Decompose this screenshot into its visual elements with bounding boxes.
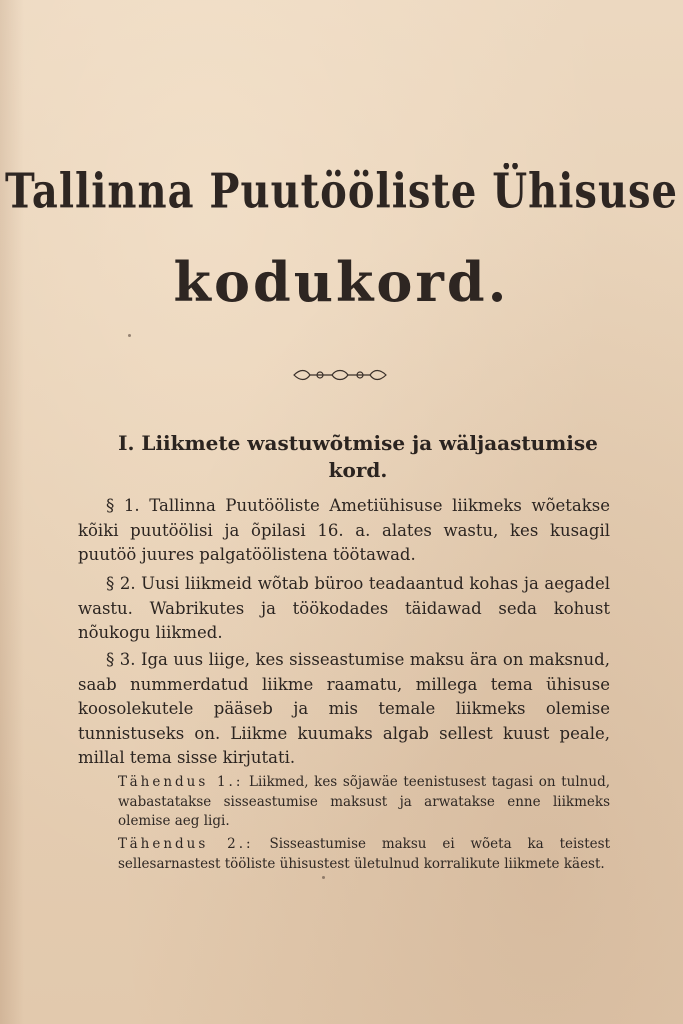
- note-2-text: Sisseastumise maksu ei wõeta ka teistest sellesarnastest tööliste ühisustest ületulnud korralikute liikmete käest.: [118, 836, 610, 872]
- note-2: [118, 835, 610, 874]
- document-subtitle: kodukord.: [173, 250, 510, 314]
- note-1: [118, 773, 610, 832]
- paper-speck: [322, 876, 325, 879]
- note-1-text: Liikmed, kes sõjawäe teenistusest tagasi on tulnud, wabastatakse sisseastumise maksust ja arwatakse enne liikmeks olemise aeg ligi.: [118, 774, 611, 829]
- paragraph-1: § 1. Tallinna Puutööliste Ametiühisuse liikmeks wõetakse kõiki puutöölisi ja õpilasi 16. a. alates wastu, kes kusagil puutöö juures palgatöölistena töötawad.: [78, 496, 610, 564]
- ornament-divider-icon: [292, 366, 388, 384]
- paragraph-3: § 3. Iga uus liige, kes sisseastumise maksu ära on maksnud, saab nummerdatud liikme raamatu, millega tema ühisuse koosolekutele pääseb ja mis temale liikmeks olemise tunnistuseks on. Liikme kuumaks algab sellest kuust peale, millal tema sisse kirjutati.: [78, 650, 610, 767]
- section-heading: I. Liikmete wastuwõtmise ja wäljaastumise kord.: [118, 431, 598, 482]
- document-title: Tallinna Puutööliste Ühisuse: [4, 163, 679, 220]
- note-2-label: Tähendus 2.:: [118, 836, 254, 852]
- paragraph-2: § 2. Uusi liikmeid wõtab büroo teadaantud kohas ja aegadel wastu. Wabrikutes ja töökodades täidawad seda kohust nõukogu liikmed.: [78, 574, 610, 642]
- paper-speck: [128, 334, 131, 337]
- note-1-label: Tähendus 1.:: [118, 774, 244, 790]
